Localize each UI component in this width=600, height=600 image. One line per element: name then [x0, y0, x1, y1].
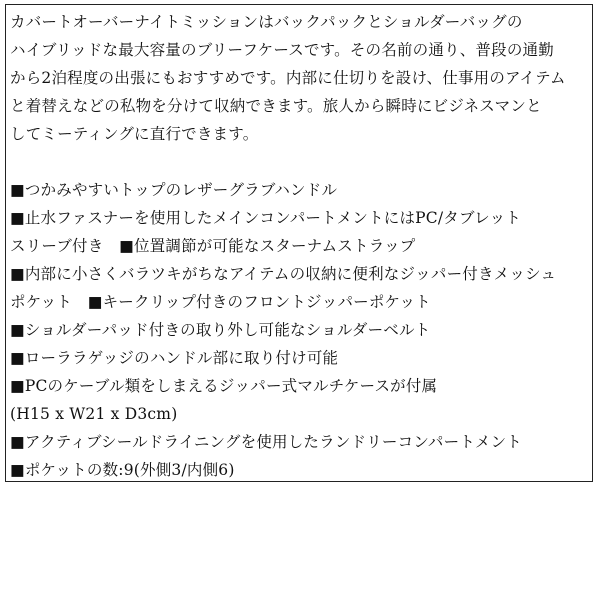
feature-line: スリーブ付き ■位置調節が可能なスターナムストラップ: [10, 237, 416, 255]
product-description-box: [5, 4, 593, 482]
description-paragraph: [10, 8, 592, 148]
feature-line: (H15 x W21 x D3cm): [10, 405, 178, 423]
feature-line: ■ショルダーパッド付きの取り外し可能なショルダーベルト: [10, 321, 431, 339]
description-line: カバートオーバーナイトミッションはバックパックとショルダーバッグの: [10, 13, 523, 31]
description-line: してミーティングに直行できます。: [10, 125, 259, 143]
description-line: と着替えなどの私物を分けて収納できます。旅人から瞬時にビジネスマンと: [10, 97, 542, 115]
feature-line: ■ポケットの数:9(外側3/内側6): [10, 461, 235, 479]
feature-line: ■止水ファスナーを使用したメインコンパートメントにはPC/タブレット: [10, 209, 522, 227]
feature-line: ポケット ■キークリップ付きのフロントジッパーポケット: [10, 293, 431, 311]
feature-line: ■ローララゲッジのハンドル部に取り付け可能: [10, 349, 339, 367]
feature-line: ■つかみやすいトップのレザーグラブハンドル: [10, 181, 338, 199]
feature-line: ■アクティブシールドライニングを使用したランドリーコンパートメント: [10, 433, 522, 451]
description-line: ハイブリッドな最大容量のブリーフケースです。その名前の通り、普段の通勤: [10, 41, 554, 59]
paragraph-spacer: [10, 148, 592, 176]
description-line: から2泊程度の出張にもおすすめです。内部に仕切りを設け、仕事用のアイテム: [10, 69, 566, 87]
feature-line: ■内部に小さくバラツキがちなアイテムの収納に便利なジッパー付きメッシュ: [10, 265, 557, 283]
feature-line: ■PCのケーブル類をしまえるジッパー式マルチケースが付属: [10, 377, 438, 395]
feature-list: [10, 176, 592, 484]
